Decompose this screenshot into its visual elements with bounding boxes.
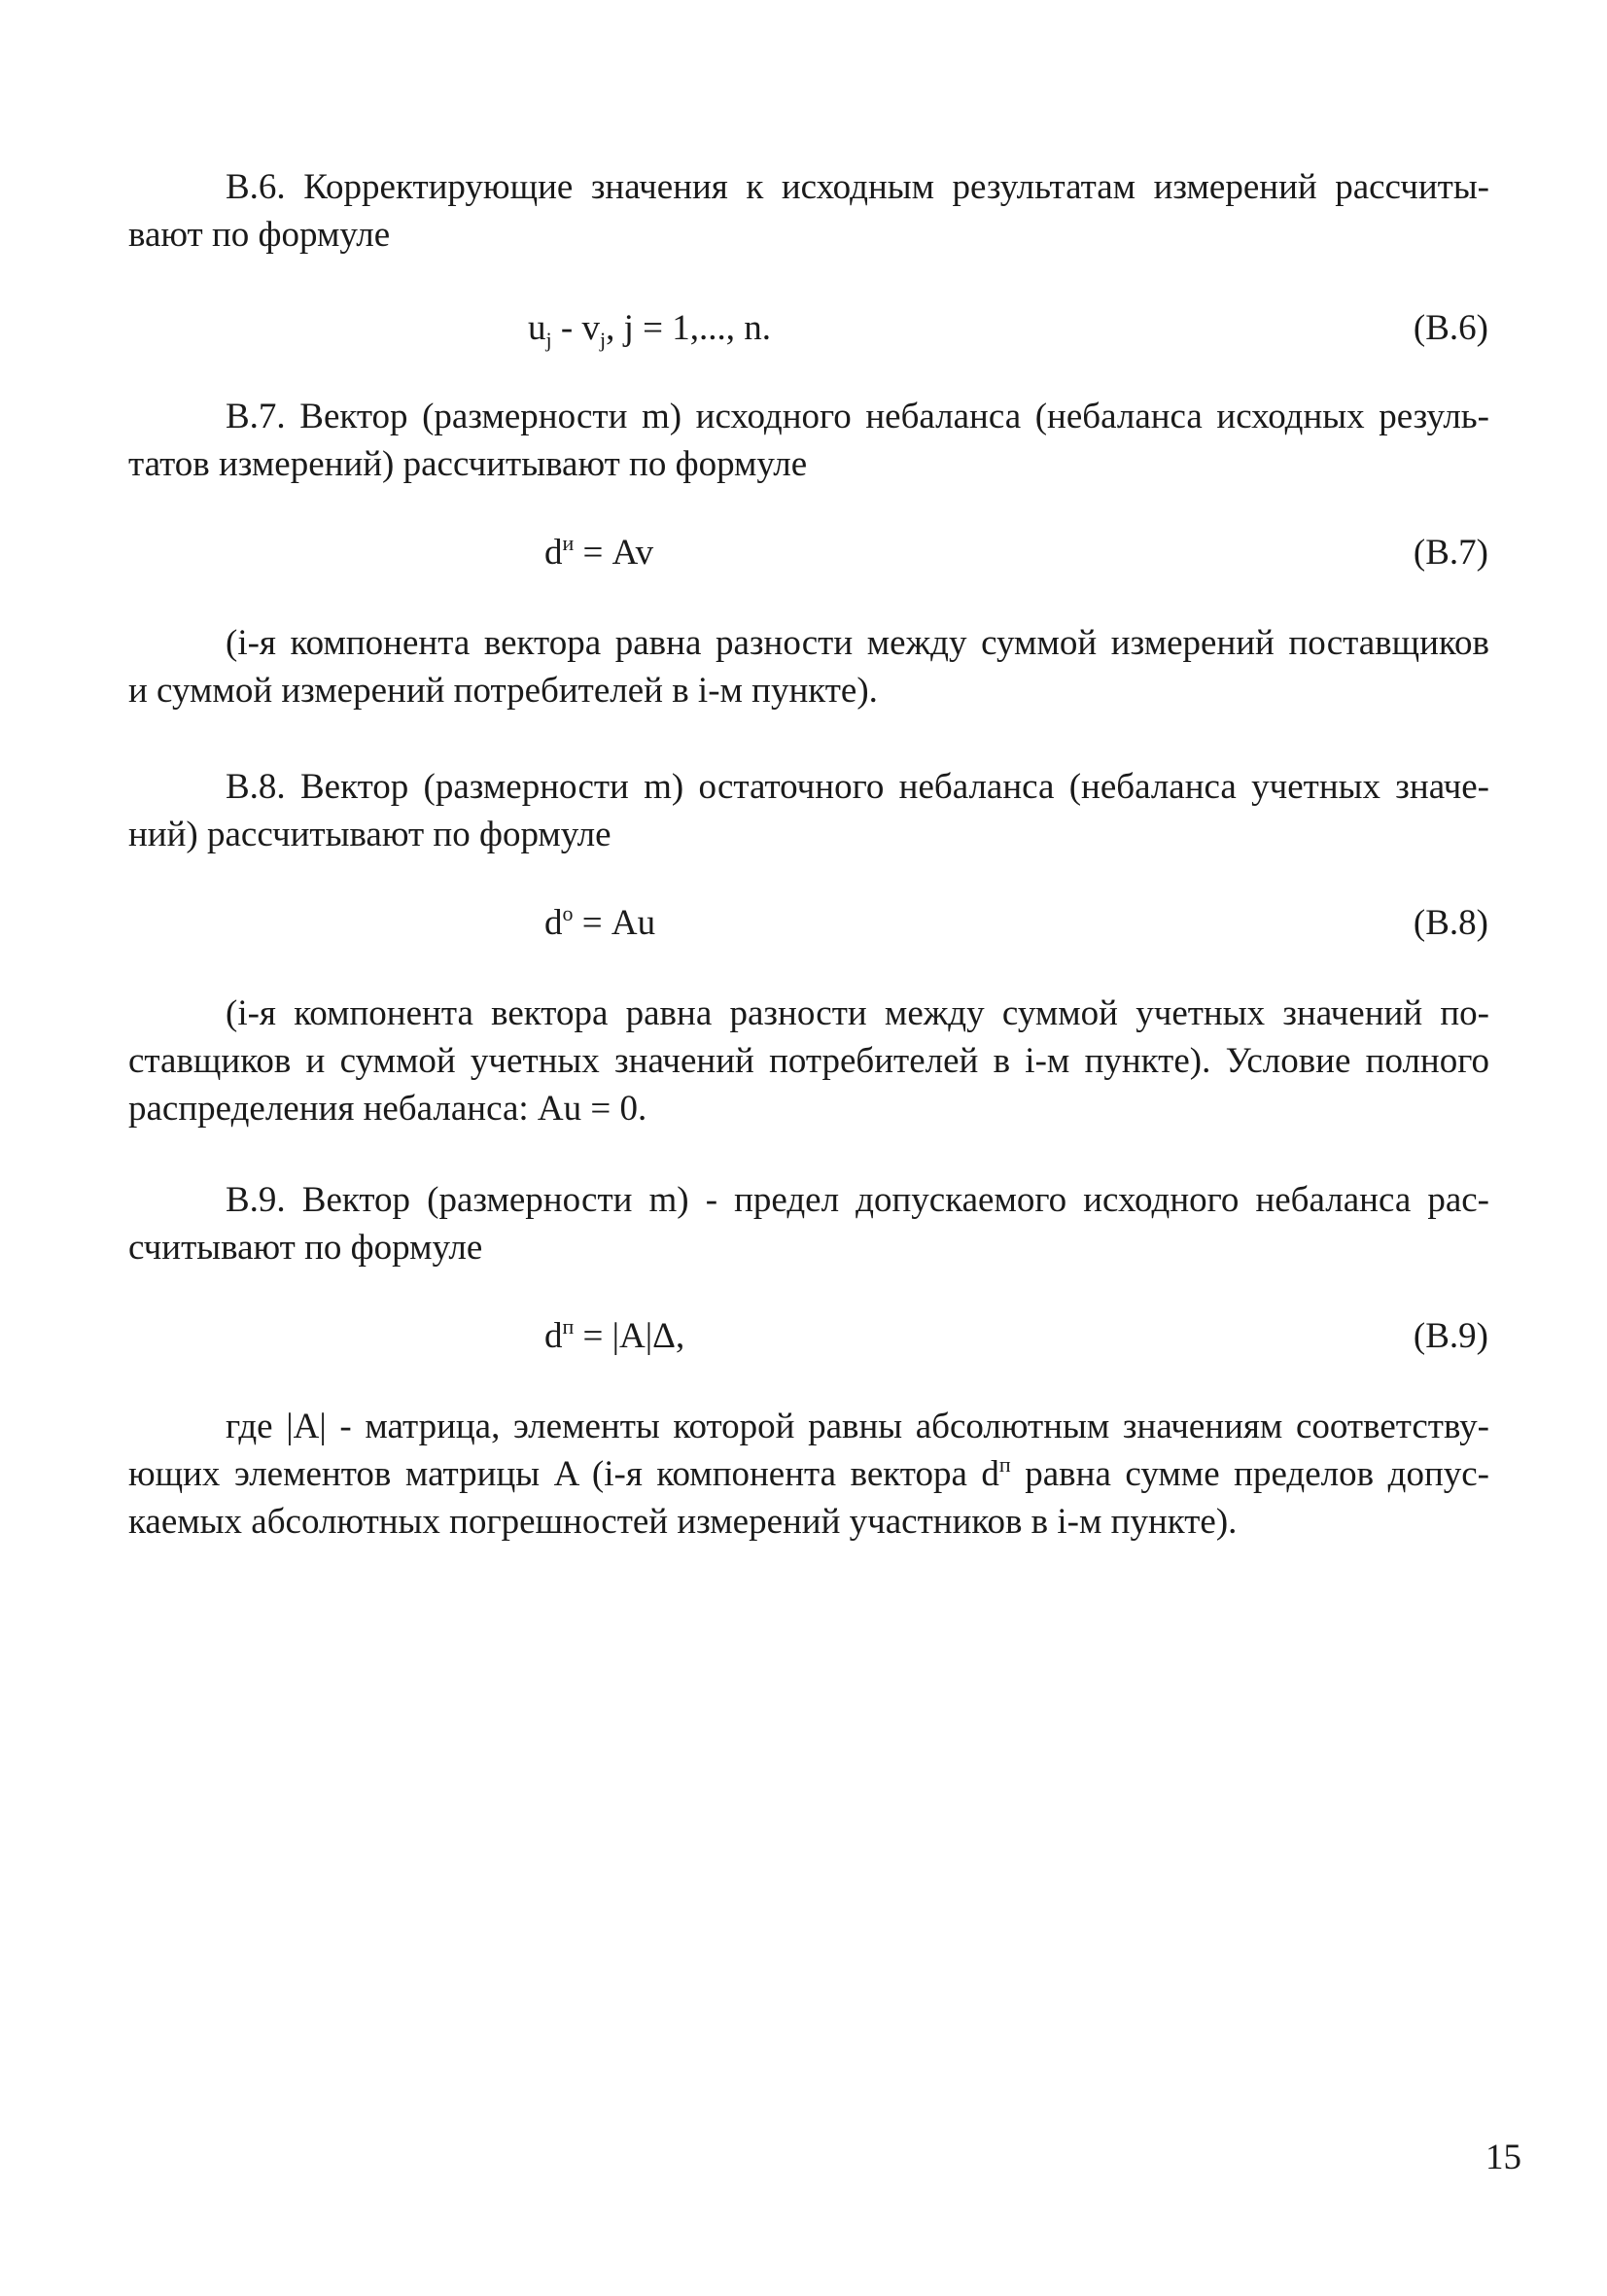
formula-b7: $d^и = Av$ (544, 531, 654, 573)
note-b7 (128, 619, 1489, 714)
b8-note-line-1: (i-я компонента вектора равна разности между суммой учетных значений по- (226, 993, 1489, 1033)
paragraph-b9 (128, 1176, 1489, 1271)
b7-note-line-2: и суммой измерений потребителей в i-м пункте). (128, 671, 878, 711)
b6-line-2: вают по формуле (128, 215, 391, 255)
b9-line-1: В.9. Вектор (размерности m) - предел допускаемого исходного небаланса рас- (226, 1180, 1489, 1220)
paragraph-b6 (128, 163, 1489, 259)
formula-b6: $u_j - v_j$, j = 1,..., n. (528, 308, 771, 352)
formula-number-b9: (В.9) (1413, 1316, 1488, 1356)
formula-b8: $d^о = Au$ (544, 901, 656, 943)
b7-note-line-1: (i-я компонента вектора равна разности между суммой измерений поставщиков (226, 623, 1489, 663)
b9-where-line-2: ющих элементов матрицы A (i-я компонента вектора $d^п$ равна сумме пределов допус- (128, 1452, 1489, 1494)
b9-where-line-3: каемых абсолютных погрешностей измерений участников в i-м пункте). (128, 1502, 1238, 1542)
b8-note-line-2: ставщиков и суммой учетных значений потребителей в i-м пункте). Условие полного (128, 1041, 1489, 1081)
formula-number-b7: (В.7) (1413, 533, 1488, 573)
b9-line-2: считывают по формуле (128, 1228, 483, 1268)
b7-line-2: татов измерений) рассчитывают по формуле (128, 444, 808, 484)
formula-number-b6: (В.6) (1413, 308, 1488, 348)
formula-b9: $d^п = |A|\Delta$, (544, 1314, 685, 1356)
b8-line-2: ний) рассчитывают по формуле (128, 815, 611, 854)
b9-where-line-1: где |A| - матрица, элементы которой равны абсолютным значениям соответству- (226, 1407, 1489, 1446)
paragraph-b7 (128, 393, 1489, 488)
formula-number-b8: (В.8) (1413, 903, 1488, 943)
b6-line-1: В.6. Корректирующие значения к исходным результатам измерений рассчиты- (226, 167, 1489, 207)
b8-note-line-3: распределения небаланса: Au = 0. (128, 1089, 647, 1129)
note-b8 (128, 990, 1489, 1132)
page-number: 15 (1485, 2138, 1521, 2177)
paragraph-b8 (128, 763, 1489, 858)
where-b9 (128, 1403, 1489, 1546)
b7-line-1: В.7. Вектор (размерности m) исходного небаланса (небаланса исходных резуль- (226, 397, 1489, 436)
b8-line-1: В.8. Вектор (размерности m) остаточного небаланса (небаланса учетных значе- (226, 767, 1489, 807)
